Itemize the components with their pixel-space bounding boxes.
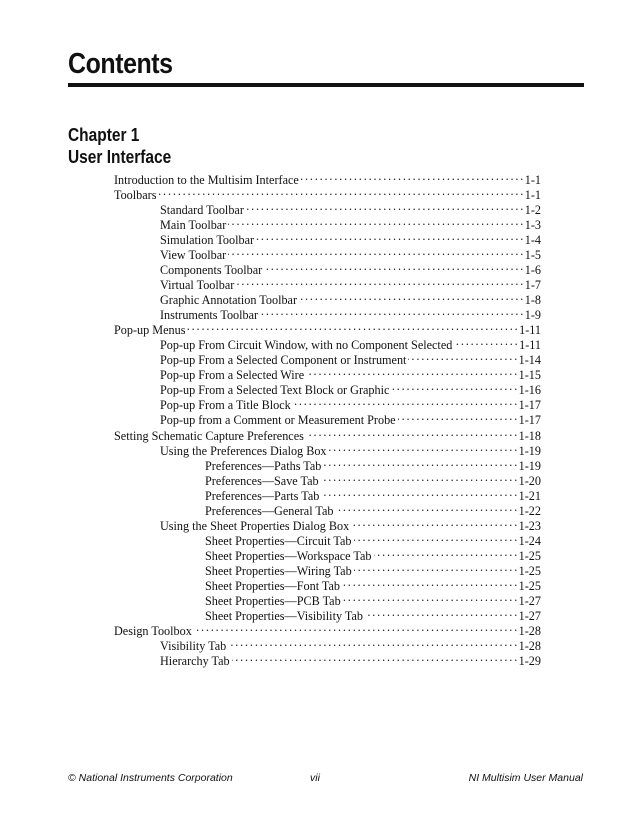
- footer-manual-title: NI Multisim User Manual: [468, 772, 583, 784]
- toc-entry[interactable]: [160, 214, 541, 233]
- toc-entry-title: Pop-up From Circuit Window, with no Component Selected: [160, 338, 453, 353]
- toc-entry-page: 1-11: [519, 323, 541, 338]
- toc-entry-title: Sheet Properties—Wiring Tab: [205, 563, 352, 578]
- toc-entry[interactable]: [160, 349, 541, 368]
- toc-entry-page: 1-8: [524, 293, 541, 308]
- dot-leader: [228, 635, 516, 650]
- toc-entry-page: 1-19: [518, 458, 541, 473]
- toc-entry-page: 1-27: [518, 608, 541, 623]
- toc-entry-title: Preferences—Save Tab: [205, 473, 319, 488]
- toc-entry[interactable]: [205, 575, 541, 593]
- toc-entry[interactable]: [205, 455, 541, 473]
- toc-entry[interactable]: [114, 169, 541, 187]
- toc-entry-page: 1-1: [524, 173, 541, 187]
- toc-entry[interactable]: [160, 199, 541, 218]
- toc-entry[interactable]: [160, 274, 541, 293]
- dot-leader: [228, 214, 522, 229]
- toc-entry-title: Sheet Properties—Workspace Tab: [205, 548, 372, 563]
- toc-entry-title: Pop-up Menus: [114, 323, 186, 338]
- toc-entry[interactable]: [205, 470, 541, 488]
- toc-entry-page: 1-28: [518, 623, 541, 638]
- dot-leader: [158, 184, 522, 199]
- toc-entry-page: 1-7: [524, 278, 541, 293]
- toc-entry[interactable]: [160, 289, 541, 308]
- toc-entry-title: Pop-up From a Selected Text Block or Graphic: [160, 383, 390, 398]
- toc-entry-title: Components Toolbar: [160, 263, 263, 278]
- toc-entry[interactable]: [205, 485, 541, 503]
- toc-entry-title: Hierarchy Tab: [160, 653, 230, 668]
- chapter-number: Chapter 1: [68, 125, 140, 145]
- toc-entry-page: 1-29: [518, 653, 541, 668]
- toc-entry-title: Setting Schematic Capture Preferences: [114, 428, 304, 443]
- toc-entry-page: 1-3: [524, 218, 541, 233]
- dot-leader: [299, 289, 523, 304]
- dot-leader: [321, 485, 516, 500]
- toc-entry-title: Sheet Properties—Circuit Tab: [205, 533, 352, 548]
- toc-entry-title: Virtual Toolbar: [160, 278, 235, 293]
- toc-entry[interactable]: [160, 334, 541, 353]
- toc-entry[interactable]: [160, 304, 541, 323]
- toc-entry[interactable]: [160, 364, 541, 383]
- toc-entry-title: Standard Toolbar: [160, 203, 244, 218]
- dot-leader: [293, 394, 517, 409]
- toc-entry-page: 1-1: [524, 188, 541, 203]
- dot-leader: [228, 244, 523, 259]
- dot-leader: [354, 560, 517, 575]
- toc-entry-title: Pop-up From a Selected Component or Instrument: [160, 353, 407, 368]
- toc-entry-title: Using the Preferences Dialog Box: [160, 443, 327, 458]
- dot-leader: [398, 409, 517, 424]
- dot-leader: [246, 199, 523, 214]
- toc-entry[interactable]: [160, 244, 541, 263]
- toc-entry-page: 1-4: [524, 233, 541, 248]
- dot-leader: [329, 440, 517, 455]
- toc-entry[interactable]: [160, 229, 541, 248]
- dot-leader: [323, 455, 516, 470]
- toc-entry[interactable]: [205, 530, 541, 548]
- dot-leader: [454, 334, 517, 349]
- toc-entry-page: 1-21: [518, 488, 541, 503]
- toc-entry[interactable]: [160, 259, 541, 278]
- toc-entry[interactable]: [160, 394, 541, 413]
- toc-entry[interactable]: [160, 635, 541, 653]
- dot-leader: [260, 304, 523, 319]
- toc-entry-page: 1-19: [518, 443, 541, 458]
- dot-leader: [321, 470, 517, 485]
- toc-entry[interactable]: [205, 605, 541, 623]
- toc-entry[interactable]: [114, 184, 541, 203]
- dot-leader: [343, 590, 517, 605]
- toc-entry-title: Pop-up From a Selected Wire: [160, 368, 305, 383]
- toc-entry-title: Preferences—Paths Tab: [205, 458, 322, 473]
- toc-entry-title: Toolbars: [114, 188, 157, 203]
- toc-entry[interactable]: [205, 500, 541, 518]
- dot-leader: [391, 379, 516, 394]
- dot-leader: [194, 620, 517, 635]
- toc-entry-title: Sheet Properties—PCB Tab: [205, 593, 341, 608]
- dot-leader: [301, 169, 523, 184]
- toc-entry[interactable]: [114, 620, 541, 638]
- toc-entry-page: 1-14: [518, 353, 541, 368]
- toc-entry-page: 1-6: [524, 263, 541, 278]
- toc-entry-page: 1-25: [518, 548, 541, 563]
- dot-leader: [342, 575, 517, 590]
- toc-entry[interactable]: [160, 515, 541, 533]
- toc-entry-page: 1-28: [518, 638, 541, 653]
- toc-entry-title: Preferences—General Tab: [205, 503, 334, 518]
- toc-entry-title: Main Toolbar: [160, 218, 227, 233]
- toc-entry-page: 1-9: [524, 308, 541, 323]
- page-title: Contents: [68, 48, 173, 80]
- toc-entry-page: 1-25: [518, 578, 541, 593]
- toc-entry-page: 1-24: [518, 533, 541, 548]
- toc-entry[interactable]: [205, 590, 541, 608]
- toc-entry-page: 1-16: [518, 383, 541, 398]
- toc-entry-title: Pop-up From a Title Block: [160, 398, 291, 413]
- dot-leader: [365, 605, 517, 620]
- dot-leader: [264, 259, 523, 274]
- toc-entry-title: Visibility Tab: [160, 638, 227, 653]
- dot-leader: [336, 500, 517, 515]
- dot-leader: [374, 545, 517, 560]
- chapter-name: User Interface: [68, 147, 172, 167]
- toc-entry-page: 1-25: [518, 563, 541, 578]
- title-rule: [68, 83, 584, 87]
- toc-entry-page: 1-23: [518, 518, 541, 533]
- toc-entry-page: 1-5: [524, 248, 541, 263]
- toc-entry-page: 1-2: [524, 203, 541, 218]
- dot-leader: [236, 274, 522, 289]
- toc-entry[interactable]: [114, 425, 541, 443]
- toc-entry[interactable]: [160, 379, 541, 398]
- toc-entry-title: Instruments Toolbar: [160, 308, 259, 323]
- dot-leader: [408, 349, 516, 364]
- dot-leader: [232, 650, 517, 665]
- toc-entry-page: 1-22: [518, 503, 541, 518]
- footer-page-number: vii: [310, 772, 320, 784]
- toc-entry[interactable]: [160, 440, 541, 458]
- toc-entry[interactable]: [160, 409, 541, 428]
- dot-leader: [354, 530, 517, 545]
- toc-entry[interactable]: [160, 650, 541, 668]
- dot-leader: [351, 515, 516, 530]
- toc-entry-title: Preferences—Parts Tab: [205, 488, 320, 503]
- toc-entry[interactable]: [205, 545, 541, 563]
- toc-entry-title: Introduction to the Multisim Interface: [114, 173, 299, 187]
- toc-entry-title: Design Toolbox: [114, 623, 192, 638]
- toc-entry-title: View Toolbar: [160, 248, 227, 263]
- toc-entry-title: Pop-up from a Comment or Measurement Probe: [160, 413, 396, 428]
- dot-leader: [256, 229, 523, 244]
- dot-leader: [306, 425, 517, 440]
- toc-entry-title: Using the Sheet Properties Dialog Box: [160, 518, 350, 533]
- toc-entry-page: 1-18: [518, 428, 541, 443]
- toc-entry[interactable]: [205, 560, 541, 578]
- toc-entry-page: 1-15: [518, 368, 541, 383]
- footer-publisher: © National Instruments Corporation: [68, 772, 233, 784]
- toc-entry-page: 1-17: [518, 398, 541, 413]
- dot-leader: [306, 364, 517, 379]
- toc-entry-page: 1-11: [519, 338, 541, 353]
- dot-leader: [187, 319, 517, 334]
- toc-entry-title: Simulation Toolbar: [160, 233, 255, 248]
- toc-entry-page: 1-17: [518, 413, 541, 428]
- toc-entry-page: 1-20: [518, 473, 541, 488]
- toc-entry-title: Sheet Properties—Visibility Tab: [205, 608, 363, 623]
- toc-entry-title: Graphic Annotation Toolbar: [160, 293, 298, 308]
- toc-entry[interactable]: [114, 319, 541, 338]
- toc-entry-page: 1-27: [518, 593, 541, 608]
- toc-entry-title: Sheet Properties—Font Tab: [205, 578, 341, 593]
